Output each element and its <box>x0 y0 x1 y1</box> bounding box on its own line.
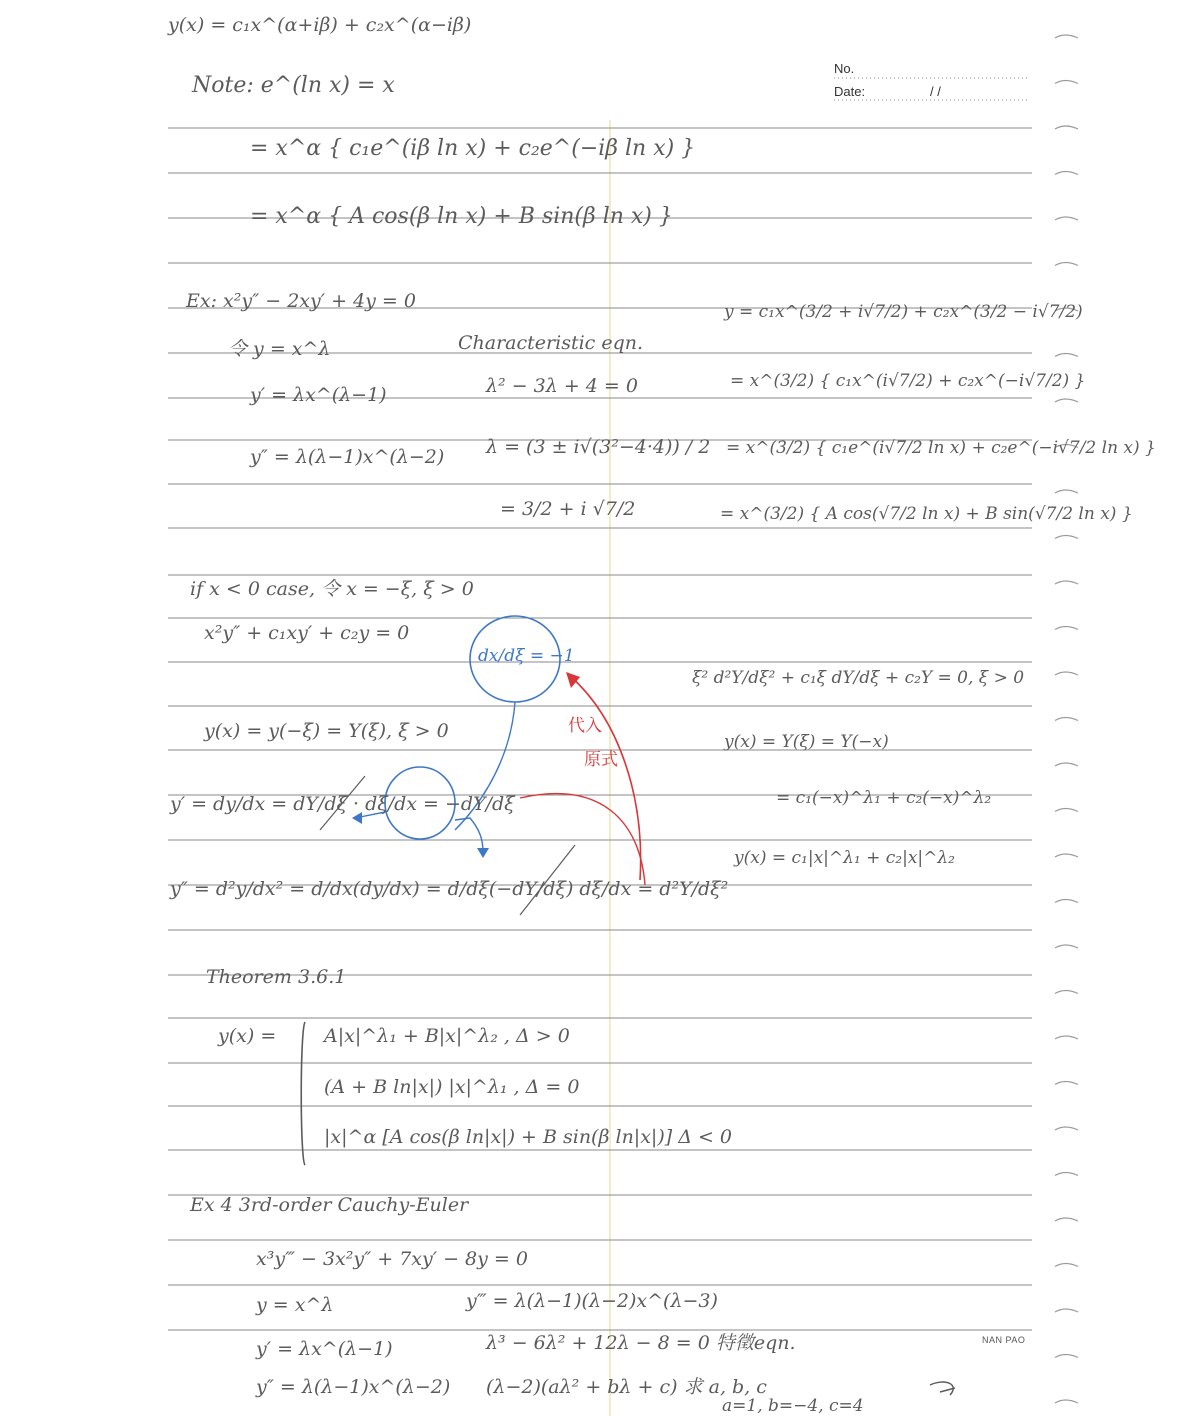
characteristic-equation: λ² − 3λ + 4 = 0 <box>486 375 638 397</box>
binder-hole-mark <box>1055 1082 1078 1085</box>
binder-hole-mark <box>1055 991 1078 994</box>
date-label: Date: <box>834 84 866 99</box>
binder-hole-mark <box>1055 945 1078 948</box>
binder-hole-mark <box>1055 217 1078 220</box>
first-derivative: y′ = λx^(λ−1) <box>250 384 387 406</box>
binder-hole-mark <box>1055 172 1078 175</box>
ex4-third-derivative: y‴ = λ(λ−1)(λ−2)x^(λ−3) <box>466 1290 718 1312</box>
characteristic-heading: Characteristic eqn. <box>458 332 644 354</box>
red-arc-arrow <box>570 676 641 880</box>
negative-case-heading: if x < 0 case, 令 x = −ξ, ξ > 0 <box>190 578 474 600</box>
general-euler-equation: x²y″ + c₁xy′ + c₂y = 0 <box>204 622 410 644</box>
theorem-lhs: y(x) = <box>218 1025 277 1047</box>
binder-hole-mark <box>1055 1127 1078 1130</box>
no-label: No. <box>834 61 855 76</box>
solution-step-3: = x^(3/2) { c₁e^(i√7/2 ln x) + c₂e^(−i√7/2 ln x) } <box>726 438 1156 458</box>
binder-hole-mark <box>1055 81 1078 84</box>
binder-hole-mark <box>1055 672 1078 675</box>
binder-hole-mark <box>1055 900 1078 903</box>
complex-root: = 3/2 + i √7/2 <box>500 498 636 520</box>
trial-solution: 令 y = x^λ <box>228 338 331 360</box>
binder-hole-mark <box>1055 1309 1078 1312</box>
date-slashes: / / <box>930 84 941 99</box>
theorem-title: Theorem 3.6.1 <box>206 966 347 988</box>
binder-hole-mark <box>1055 1355 1078 1358</box>
binder-hole-mark <box>1055 627 1078 630</box>
blue-down-arrow <box>455 818 483 852</box>
quadratic-formula: λ = (3 ± i√(3²−4·4)) / 2 <box>486 436 711 458</box>
binder-hole-mark <box>1055 763 1078 766</box>
red-arrowhead <box>566 672 580 688</box>
red-curve-two <box>520 794 645 885</box>
third-order-equation: x³y‴ − 3x²y″ + 7xy′ − 8y = 0 <box>256 1248 528 1270</box>
binder-hole-mark <box>1055 263 1078 266</box>
ex4-factorization: (λ−2)(aλ² + bλ + c) 求 a, b, c <box>486 1376 767 1398</box>
binder-hole-mark <box>1055 490 1078 493</box>
ex4-coefficients: a=1, b=−4, c=4 <box>722 1396 864 1416</box>
ex4-trial-solution: y = x^λ <box>256 1294 334 1316</box>
binder-hole-mark <box>1055 1036 1078 1039</box>
ex4-characteristic-eqn: λ³ − 6λ² + 12λ − 8 = 0 特徵eqn. <box>486 1332 796 1354</box>
solution-negative-x: = c₁(−x)^λ₁ + c₂(−x)^λ₂ <box>776 788 992 808</box>
rewrite-exponential: = x^α { c₁e^(iβ ln x) + c₂e^(−iβ ln x) } <box>250 136 696 161</box>
solution-step-1: y = c₁x^(3/2 + i√7/2) + c₂x^(3/2 − i√7/2) <box>724 302 1083 322</box>
chain-rule-first: y′ = dy/dx = dY/dξ · dξ/dx = −dY/dξ <box>170 793 515 815</box>
euler-general-solution: y(x) = c₁x^(α+iβ) + c₂x^(α−iβ) <box>168 14 472 36</box>
transformed-equation: ξ² d²Y/dξ² + c₁ξ dY/dξ + c₂Y = 0, ξ > 0 <box>692 668 1025 688</box>
binder-hole-mark <box>1055 581 1078 584</box>
example4-heading: Ex 4 3rd-order Cauchy-Euler <box>190 1194 469 1216</box>
solution-step-2: = x^(3/2) { c₁x^(i√7/2) + c₂x^(−i√7/2) } <box>730 371 1086 391</box>
binder-holes <box>1055 35 1078 1403</box>
binder-hole-mark <box>1055 854 1078 857</box>
back-substitution: y(x) = Y(ξ) = Y(−x) <box>724 732 889 752</box>
binder-hole-mark <box>1055 35 1078 38</box>
rewrite-trig: = x^α { A cos(β ln x) + B sin(β ln x) } <box>250 204 673 229</box>
binder-hole-mark <box>1055 1218 1078 1221</box>
red-note-original: 原式 <box>584 750 618 770</box>
ex4-first-derivative: y′ = λx^(λ−1) <box>256 1338 393 1360</box>
theorem-case-complex: |x|^α [A cos(β ln|x|) + B sin(β ln|x|)] Δ < 0 <box>324 1126 732 1148</box>
theorem-brace <box>301 1022 305 1165</box>
binder-hole-mark <box>1055 354 1078 357</box>
binder-hole-mark <box>1055 1173 1078 1176</box>
example-equation: Ex: x²y″ − 2xy′ + 4y = 0 <box>186 290 416 312</box>
solution-step-4: = x^(3/2) { A cos(√7/2 ln x) + B sin(√7/2 ln x) } <box>720 504 1133 524</box>
dx-dxi-value: dx/dξ = −1 <box>478 646 575 666</box>
binder-hole-mark <box>1055 809 1078 812</box>
theorem-case-distinct: A|x|^λ₁ + B|x|^λ₂ , Δ > 0 <box>324 1025 570 1047</box>
binder-hole-mark <box>1055 1400 1078 1403</box>
binder-hole-mark <box>1055 1264 1078 1267</box>
binder-hole-mark <box>1055 399 1078 402</box>
ex4-second-derivative: y″ = λ(λ−1)x^(λ−2) <box>256 1376 451 1398</box>
brand-label: NAN PAO <box>982 1335 1026 1345</box>
binder-hole-mark <box>1055 126 1078 129</box>
binder-hole-mark <box>1055 718 1078 721</box>
second-derivative: y″ = λ(λ−1)x^(λ−2) <box>250 446 445 468</box>
theorem-case-repeated: (A + B ln|x|) |x|^λ₁ , Δ = 0 <box>324 1076 580 1098</box>
note-identity: Note: e^(ln x) = x <box>192 73 395 98</box>
solution-abs-x: y(x) = c₁|x|^λ₁ + c₂|x|^λ₂ <box>734 848 955 868</box>
blue-arrowhead <box>477 848 489 858</box>
binder-hole-mark <box>1055 536 1078 539</box>
red-note-substitute: 代入 <box>568 716 602 736</box>
substitution-definition: y(x) = y(−ξ) = Y(ξ), ξ > 0 <box>204 720 449 742</box>
continue-arrow <box>930 1382 955 1395</box>
chain-rule-second: y″ = d²y/dx² = d/dx(dy/dx) = d/dξ(−dY/dξ) dξ/dx = d²Y/dξ² <box>170 878 729 900</box>
